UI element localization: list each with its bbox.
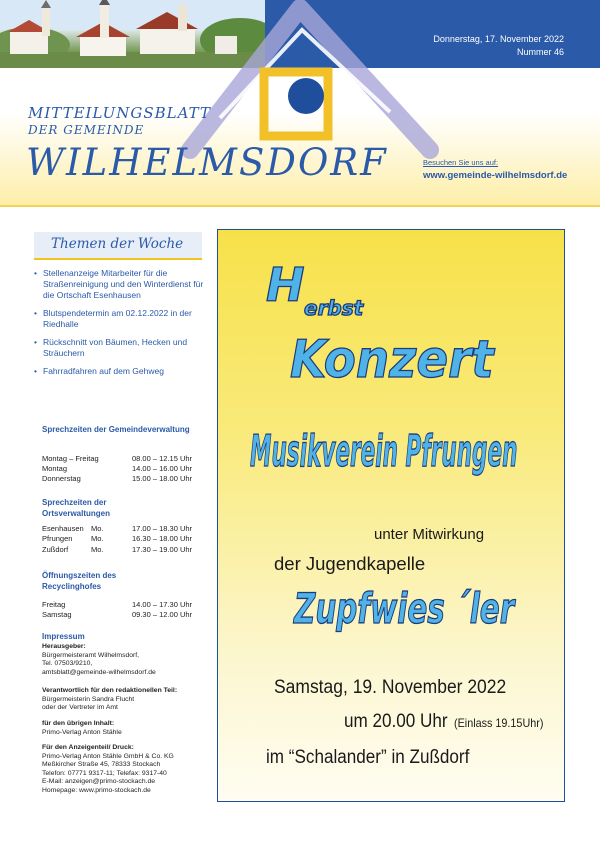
list-item[interactable]: • Rückschnitt von Bäumen, Hecken und Sträuchern <box>34 337 204 359</box>
masthead-title-line1: MITTEILUNGSBLATT <box>28 104 211 122</box>
poster-venue: im “Schalander” in Zußdorf <box>266 747 470 768</box>
masthead <box>0 0 600 205</box>
poster-time: um 20.00 Uhr <box>344 711 448 732</box>
list-item[interactable]: • Fahrradfahren auf dem Gehweg <box>34 366 204 377</box>
poster-mitwirkung: unter Mitwirkung <box>374 526 485 543</box>
poster-herbst-rest: erbst <box>304 296 364 320</box>
poster-zupfwiesler: Zupfwies ´ler <box>294 584 515 633</box>
impressum-publisher: Herausgeber: Bürgermeisteramt Wilhelmsdorf, Tel. 07503/9210, amtsblatt@gemeinde-wilhelmsdorf.de <box>42 643 156 676</box>
sprechzeiten-orts-heading: Sprechzeiten der Ortsverwaltungen <box>42 498 111 518</box>
poster-konzert: Konzert <box>290 330 494 390</box>
themen-heading: Themen der Woche <box>51 236 184 252</box>
issue-info <box>433 33 564 59</box>
impressum-heading: Impressum <box>42 632 85 641</box>
issue-date: Donnerstag, 17. November 2022 <box>433 34 564 44</box>
masthead-title-main: WILHELMSDORF <box>26 141 388 184</box>
house-logo <box>180 0 440 160</box>
poster-date: Samstag, 19. November 2022 <box>274 677 507 698</box>
themen-list <box>34 268 204 384</box>
visit-label: Besuchen Sie uns auf: <box>423 158 499 167</box>
themen-heading-box <box>34 232 202 260</box>
website-link[interactable]: www.gemeinde-wilhelmsdorf.de <box>423 170 568 181</box>
impressum-editorial: Verantwortlich für den redaktionellen Teil: Bürgermeisterin Sandra Flucht oder der Vertreter im Amt <box>42 687 178 712</box>
impressum-print: Für den Anzeigenteil/ Druck: Primo-Verlag Anton Stähle GmbH & Co. KG Meßkircher Straße 45, 78333 Stockach Telefon: 07771 9317-11; Telefax: 9317-40 E-Mail: anzeigen@primo-stockach.de Homepage: www.primo-stockach.de <box>42 744 174 794</box>
poster-einlass: (Einlass 19.15Uhr) <box>454 716 544 730</box>
poster-musikverein: Musikverein Pfrungen <box>250 426 518 477</box>
list-item[interactable]: • Blutspendetermin am 02.12.2022 in der Riedhalle <box>34 308 204 330</box>
poster-herbst-initial: H <box>266 258 305 312</box>
header-divider <box>0 205 600 207</box>
list-item[interactable]: • Stellenanzeige Mitarbeiter für die Straßenreinigung und den Winterdienst für die Ortschaft Esenhausen <box>34 268 204 301</box>
issue-number: Nummer 46 <box>516 47 564 57</box>
concert-poster <box>217 229 565 802</box>
sprechzeiten-gemeinde-heading: Sprechzeiten der Gemeindeverwaltung <box>42 425 190 434</box>
poster-jugendkapelle: der Jugendkapelle <box>274 553 426 574</box>
masthead-title-line2: DER GEMEINDE <box>28 123 145 137</box>
impressum-content: für den übrigen Inhalt: Primo-Verlag Anton Stähle <box>42 720 122 736</box>
recycling-heading: Öffnungszeiten des Recyclinghofes <box>42 571 117 591</box>
